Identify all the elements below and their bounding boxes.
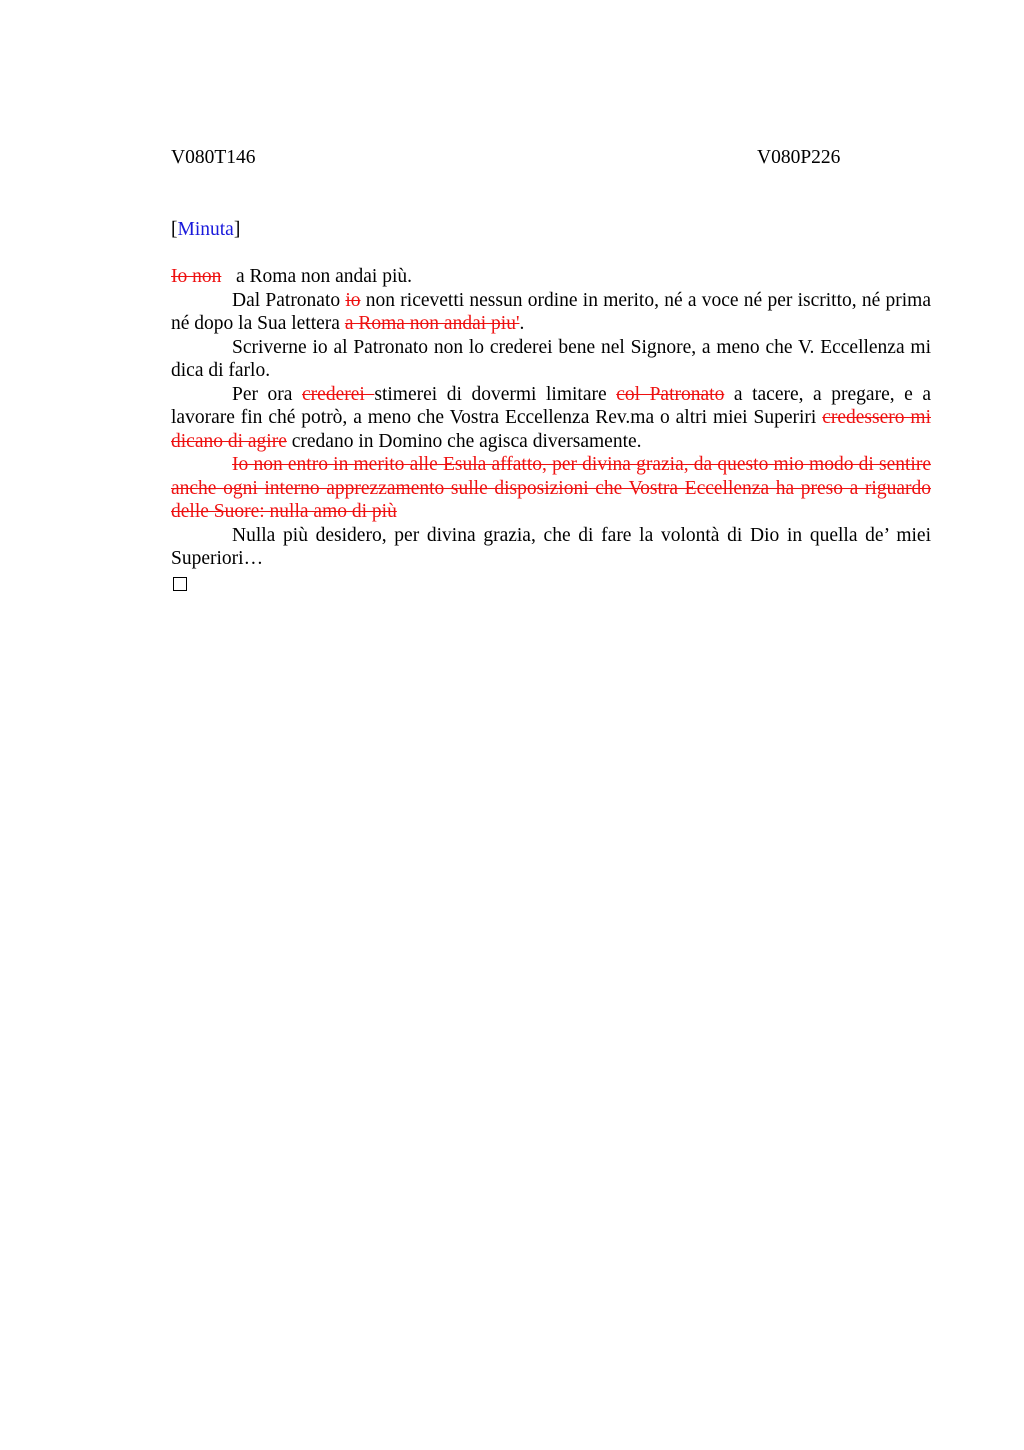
- text-segment: a Roma non andai più.: [221, 266, 413, 287]
- minuta-close-bracket: ]: [233, 219, 241, 240]
- letter-body: [171, 265, 931, 591]
- text-segment: Nulla più desidero, per divina grazia, che di fare la volontà di Dio in quella de’ miei Superiori…: [171, 524, 931, 569]
- deleted-text: Io non entro in merito alle Esula affatto, per divina grazia, da questo mio modo di sentire anche ogni interno apprezzamento sulle disposizioni che Vostra Eccellenza ha preso a riguardo delle Suore: nulla amo di più: [171, 454, 931, 522]
- text-segment: Scriverne io al Patronato non lo crederei bene nel Signore, a meno che V. Eccellenza mi dica di farlo.: [171, 336, 931, 381]
- paragraph-1: [171, 265, 931, 289]
- paragraph-6: [171, 524, 931, 571]
- paragraph-4: [171, 383, 931, 454]
- text-segment: stimerei di dovermi limitare: [374, 383, 617, 405]
- document-code-left: V080T146: [171, 147, 256, 168]
- deleted-text: col Patronato: [616, 383, 725, 405]
- paragraph-5: [171, 453, 931, 524]
- text-segment: Per ora: [232, 383, 303, 405]
- paragraph-3: [171, 336, 931, 383]
- text-segment: non ricevetti nessun ordine in merito, né a voce né per iscritto, né prima né dopo la Sua lettera: [171, 289, 931, 334]
- deleted-text: crederei: [302, 383, 375, 405]
- minuta-heading: [171, 218, 240, 242]
- deleted-text: io: [345, 289, 361, 311]
- document-code-right: V080P226: [757, 147, 841, 168]
- deleted-text: credessero mi dicano di agire: [171, 407, 931, 452]
- text-segment: .: [519, 313, 525, 334]
- text-segment: Dal Patronato: [232, 289, 346, 311]
- paragraph-2: [171, 289, 931, 336]
- text-segment: credano in Domino che agisca diversamente.: [286, 430, 642, 452]
- text-segment: a tacere, a pregare, e a lavorare fin ché potrò, a meno che Vostra Eccellenza Rev.ma o altri miei Superiri: [171, 383, 932, 428]
- deleted-text: Io non: [171, 266, 222, 287]
- minuta-open-bracket: [: [171, 219, 178, 240]
- deleted-text: a Roma non andai piu': [344, 313, 520, 334]
- minuta-label: Minuta: [177, 219, 234, 240]
- end-of-document-box-icon: [173, 577, 187, 591]
